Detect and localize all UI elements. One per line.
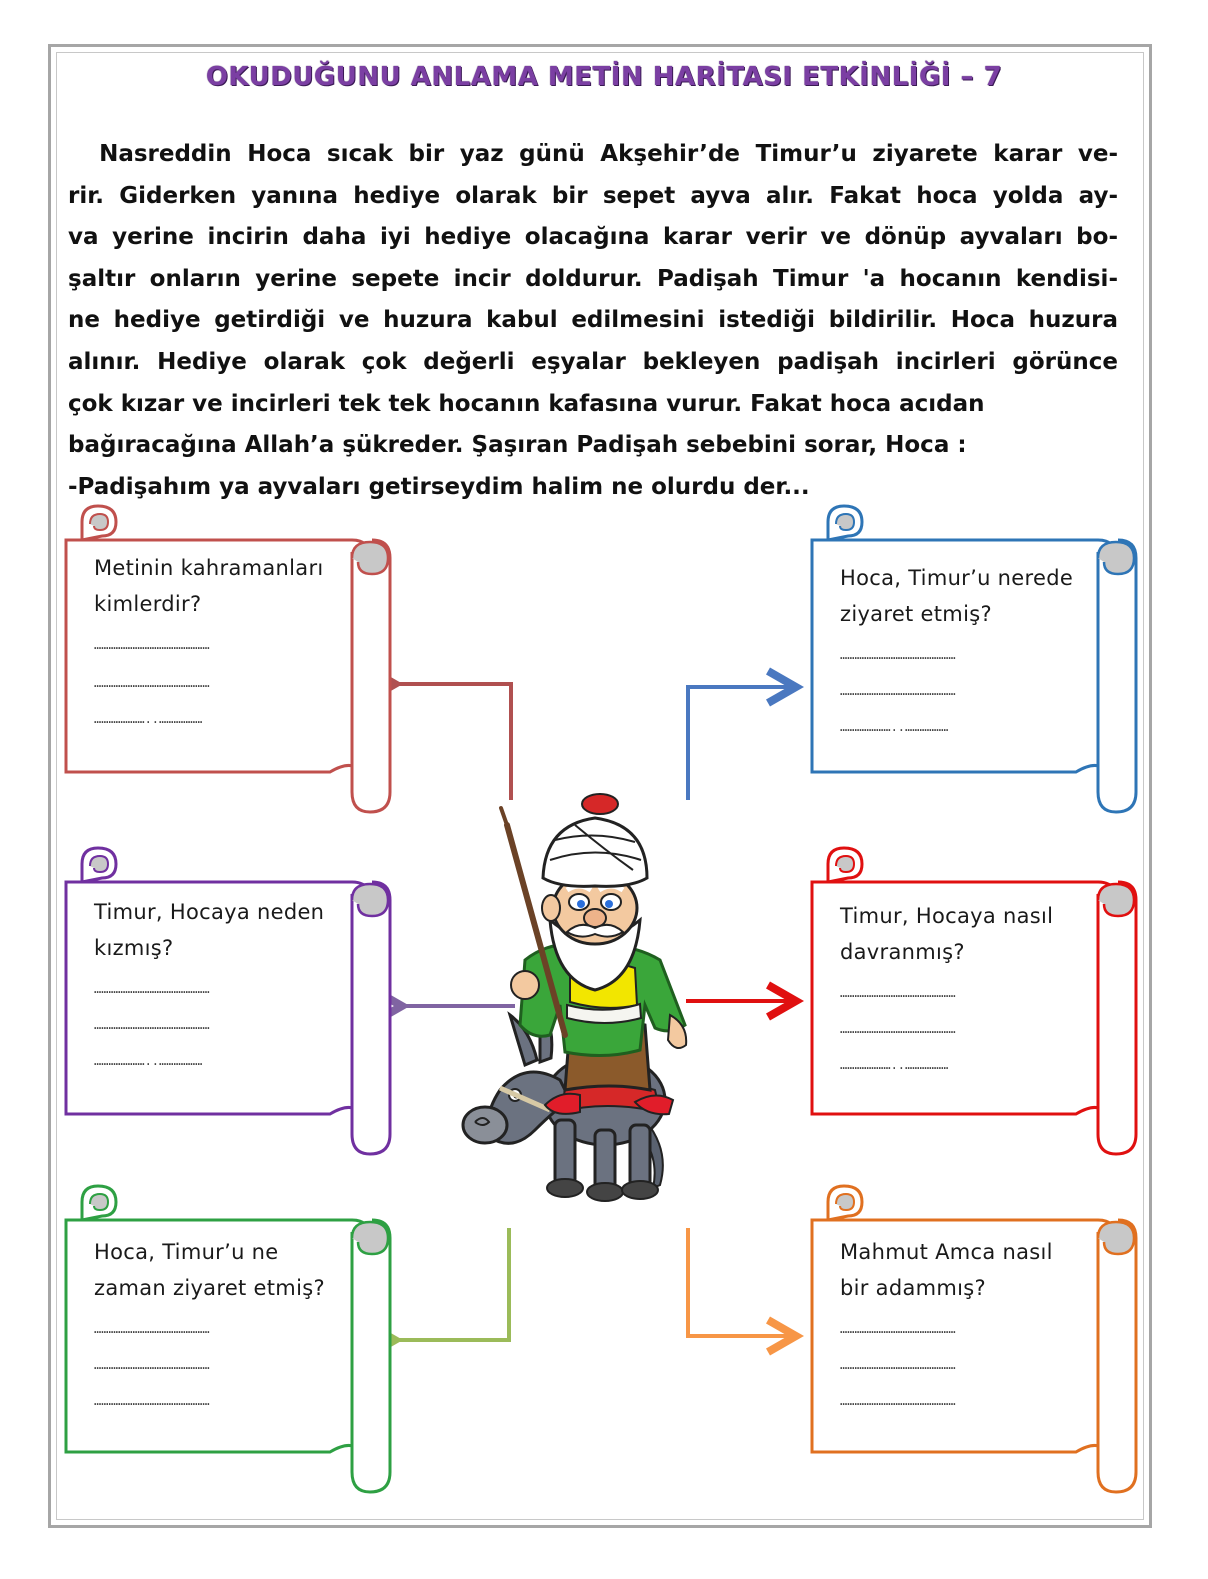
scroll-roll [1098,882,1136,1154]
scroll-roll [352,882,390,1154]
answer-line[interactable]: …………………..……………… [840,1058,949,1072]
scroll-roll [352,1220,390,1492]
answer-line[interactable]: ………………………………………… [840,1322,956,1336]
scroll-shape [806,842,1146,1162]
story-line: Nasreddin Hoca sıcak bir yaz günü Akşehir’de Timur’u ziyarete karar ve- [68,141,1118,167]
answer-line[interactable]: ………………………………………… [94,982,210,996]
story-line: çok kızar ve incirleri tek tek hocanın kafasına vurur. Fakat hoca acıdan [68,390,985,417]
answer-line[interactable]: …………………..……………… [94,1054,203,1068]
answer-line[interactable]: ………………………………………… [840,1022,956,1036]
answer-line[interactable]: ………………………………………… [840,648,956,662]
question-line-2: zaman ziyaret etmiş? [94,1276,325,1300]
arrow-top-left [395,684,511,800]
answer-line[interactable]: ………………………………………… [840,1394,956,1408]
story-line: alınır. Hediye olarak çok değerli eşyalar bekleyen padişah incirleri görünce [68,348,1118,375]
question-line-2: ziyaret etmiş? [840,602,992,626]
arrow-top-right [688,687,796,800]
answer-line[interactable]: …………………..……………… [840,720,949,734]
scroll-shape [806,1180,1146,1500]
question-line-1: Hoca, Timur’u nerede [840,566,1074,590]
answer-line[interactable]: ………………………………………… [94,1358,210,1372]
answer-line[interactable]: ………………………………………… [840,986,956,1000]
arrow-bottom-right [688,1228,796,1336]
answer-line[interactable]: ………………………………………… [94,1018,210,1032]
scroll-shape [60,842,400,1162]
nasreddin-hoca-illustration [455,790,725,1210]
question-line-1: Mahmut Amca nasıl [840,1240,1053,1264]
question-line-1: Hoca, Timur’u ne [94,1240,279,1264]
question-line-2: davranmış? [840,940,965,964]
answer-line[interactable]: ………………………………………… [94,676,210,690]
question-line-1: Timur, Hocaya neden [94,900,325,924]
question-line-1: Timur, Hocaya nasıl [840,904,1054,928]
question-line-2: kızmış? [94,936,174,960]
arrow-bottom-left [395,1228,509,1340]
scroll-card-how-behaved [806,842,1146,1162]
answer-line[interactable]: …………………..……………… [94,712,203,726]
page-title: OKUDUĞUNU ANLAMA METİN HARİTASI ETKİNLİĞİ – 7 [205,62,1003,92]
answer-line[interactable]: ………………………………………… [840,1358,956,1372]
question-line-1: Metinin kahramanları [94,556,324,580]
answer-line[interactable]: ………………………………………… [840,684,956,698]
question-line-2: bir adammış? [840,1276,986,1300]
scroll-card-why-angry [60,842,400,1162]
scroll-card-when [60,1180,400,1500]
scroll-shape [60,1180,400,1500]
answer-line[interactable]: ………………………………………… [94,1394,210,1408]
story-line: va yerine incirin daha iyi hediye olacağına karar verir ve dönüp ayvaları bo- [68,224,1118,251]
answer-line[interactable]: ………………………………………… [94,638,210,652]
story-line: ne hediye getirdiği ve huzura kabul edilmesini istediği bildirilir. Hoca huzura [68,307,1118,334]
scroll-shape [60,500,400,820]
scroll-roll [1098,540,1136,812]
question-line-2: kimlerdir? [94,592,202,616]
story-line: bağıracağına Allah’a şükreder. Şaşıran Padişah sebebini sorar, Hoca : [68,432,967,459]
scroll-roll [352,540,390,812]
answer-line[interactable]: ………………………………………… [94,1322,210,1336]
story-line: şaltır onların yerine sepete incir doldurur. Padişah Timur 'a hocanın kendisi- [68,265,1118,292]
story-line: rir. Giderken yanına hediye olarak bir sepet ayva alır. Fakat hoca yolda ay- [68,182,1118,209]
scroll-card-where [806,500,1146,820]
scroll-roll [1098,1220,1136,1492]
scroll-card-heroes [60,500,400,820]
scroll-card-mahmut-amca [806,1180,1146,1500]
story-line: -Padişahım ya ayvaları getirseydim halim ne olurdu der... [68,473,810,500]
